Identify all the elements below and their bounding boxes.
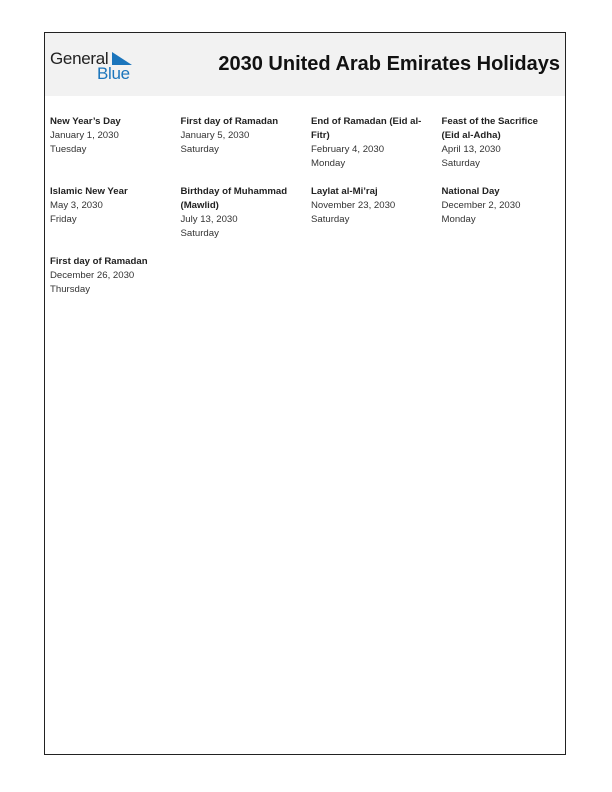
holiday-name: National Day (441, 186, 500, 197)
logo-general-text: General (50, 49, 109, 68)
holiday-weekday: Monday (441, 214, 476, 225)
header (45, 33, 565, 96)
holiday-name: Feast of the Sacrifice (Eid al-Adha) (441, 116, 539, 141)
holiday-item (50, 185, 181, 241)
page-title: 2030 United Arab Emirates Holidays (218, 53, 560, 75)
holiday-name: First day of Ramadan (50, 256, 148, 267)
holiday-weekday: Saturday (180, 228, 219, 239)
holiday-name: End of Ramadan (Eid al-Fitr) (311, 116, 422, 141)
holiday-weekday: Saturday (311, 214, 350, 225)
holiday-weekday: Saturday (180, 144, 219, 155)
holiday-name: Birthday of Muhammad (Mawlid) (180, 186, 288, 211)
holiday-item (442, 185, 565, 241)
holiday-weekday: Tuesday (50, 144, 87, 155)
holiday-date: May 3, 2030 (50, 200, 103, 211)
logo-blue-text: Blue (97, 64, 130, 83)
holiday-name: New Year’s Day (50, 116, 121, 127)
holiday-weekday: Thursday (50, 284, 90, 295)
holiday-date: April 13, 2030 (441, 144, 501, 155)
logo (50, 49, 140, 83)
holiday-name: First day of Ramadan (180, 116, 279, 127)
holiday-weekday: Monday (311, 158, 346, 169)
holiday-grid (50, 115, 564, 297)
holiday-item (311, 115, 442, 171)
holiday-item (181, 115, 312, 171)
holiday-date: November 23, 2030 (311, 200, 396, 211)
holiday-item (50, 115, 181, 171)
holiday-item (311, 185, 442, 241)
holiday-date: December 26, 2030 (50, 270, 135, 281)
holiday-weekday: Friday (50, 214, 77, 225)
page-frame (44, 32, 566, 755)
holiday-date: January 1, 2030 (50, 130, 119, 141)
holiday-item (442, 115, 565, 171)
holiday-weekday: Saturday (441, 158, 480, 169)
holiday-item (50, 255, 181, 297)
holiday-item (181, 185, 312, 241)
holiday-date: January 5, 2030 (180, 130, 250, 141)
holiday-date: December 2, 2030 (441, 200, 521, 211)
holiday-name: Islamic New Year (50, 186, 128, 197)
holiday-date: July 13, 2030 (180, 214, 238, 225)
holiday-name: Laylat al-Mi’raj (311, 186, 378, 197)
holiday-date: February 4, 2030 (311, 144, 385, 155)
